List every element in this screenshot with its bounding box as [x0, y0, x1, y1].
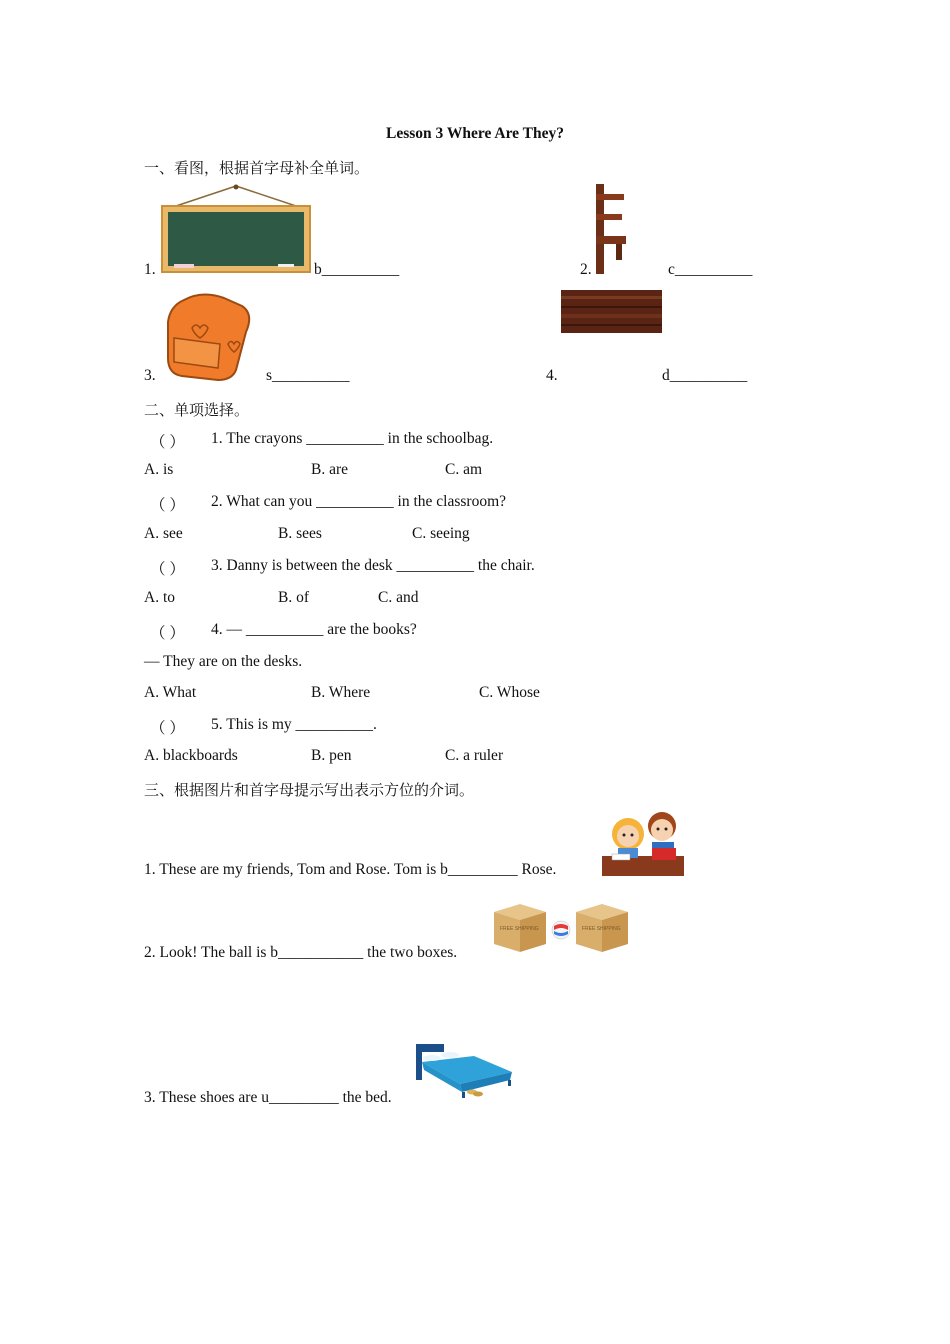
q4-stem: 4. — __________ are the books? [211, 621, 417, 638]
q4-option-b: B. Where [311, 684, 371, 701]
s3-item2-text: 2. Look! The ball is b___________ the two boxes. [144, 944, 458, 961]
q5-stem: 5. This is my __________. [211, 716, 377, 733]
s1-item2-number: 2. [580, 261, 592, 278]
q5-option-b: B. pen [311, 747, 352, 764]
q1-option-c: C. am [445, 461, 483, 478]
q5-option-a: A. blackboards [144, 747, 238, 764]
q2-option-a: A. see [144, 525, 183, 542]
right-box-label: FREE SHIPPING [582, 926, 621, 932]
q2-option-b: B. sees [278, 525, 322, 542]
q4-option-c: C. Whose [479, 684, 540, 701]
children-reading-image [598, 804, 688, 878]
s1-item2-answer-blank: c__________ [668, 261, 753, 278]
shoes-under-bed-image [414, 1042, 514, 1098]
s1-item4-answer-blank: d__________ [662, 367, 748, 384]
q1-answer-bracket: （ ） [150, 434, 185, 451]
q2-stem: 2. What can you __________ in the classroom? [211, 493, 507, 510]
s3-item3-text: 3. These shoes are u_________ the bed. [144, 1089, 392, 1106]
s3-item1-text: 1. These are my friends, Tom and Rose. Tom is b_________ Rose. [144, 861, 557, 878]
page-title: Lesson 3 Where Are They? [386, 125, 564, 142]
left-box-label: FREE SHIPPING [500, 926, 539, 932]
q3-option-b: B. of [278, 589, 309, 606]
section2-heading: 二、单项选择。 [144, 401, 250, 419]
section3-heading: 三、根据图片和首字母提示写出表示方位的介词。 [144, 781, 475, 799]
q3-answer-bracket: （ ） [150, 561, 185, 578]
q2-option-c: C. seeing [412, 525, 470, 542]
q3-option-c: C. and [378, 589, 419, 606]
q5-option-c: C. a ruler [445, 747, 504, 764]
q5-answer-bracket: （ ） [150, 720, 185, 737]
s1-item3-number: 3. [144, 367, 156, 384]
ball-between-boxes-image [490, 900, 632, 956]
q3-stem: 3. Danny is between the desk __________ the chair. [211, 557, 535, 574]
s1-item3-answer-blank: s__________ [266, 367, 350, 384]
q3-option-a: A. to [144, 589, 175, 606]
q4-option-a: A. What [144, 684, 197, 701]
desk-image [561, 290, 663, 334]
q1-option-a: A. is [144, 461, 174, 478]
s1-item1-answer-blank: b__________ [314, 261, 400, 278]
q2-answer-bracket: （ ） [150, 497, 185, 514]
schoolbag-image [162, 292, 252, 382]
s1-item1-number: 1. [144, 261, 156, 278]
q4-answer-bracket: （ ） [150, 625, 185, 642]
blackboard-image [160, 184, 312, 274]
section1-heading: 一、看图，根据首字母补全单词。 [144, 159, 370, 177]
q4-reply: — They are on the desks. [144, 653, 303, 670]
chair-image [594, 184, 628, 276]
q1-option-b: B. are [311, 461, 349, 478]
q1-stem: 1. The crayons __________ in the schoolbag. [211, 430, 494, 447]
s1-item4-number: 4. [546, 367, 558, 384]
